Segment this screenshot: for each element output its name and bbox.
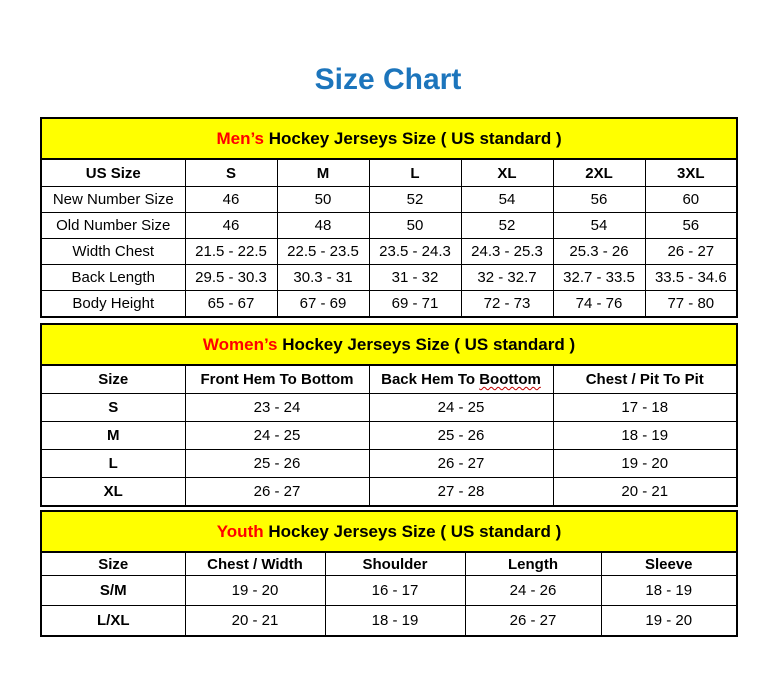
size-cell: 56 [553,187,645,213]
column-header: XL [461,159,553,187]
table-row [41,291,737,318]
size-cell: 52 [369,187,461,213]
size-cell: 20 - 21 [553,478,737,507]
womens-heading-row [41,324,737,365]
table-row [41,394,737,422]
size-cell: 30.3 - 31 [277,265,369,291]
size-cell: 48 [277,213,369,239]
size-cell: 19 - 20 [185,576,325,606]
size-cell: 18 - 19 [553,422,737,450]
womens-size-table [40,323,738,507]
size-cell: 77 - 80 [645,291,737,318]
size-cell: 69 - 71 [369,291,461,318]
size-cell: 19 - 20 [553,450,737,478]
size-cell: 17 - 18 [553,394,737,422]
column-header: Length [465,552,601,576]
page-title: Size Chart [314,63,462,96]
size-cell: 23 - 24 [185,394,369,422]
table-row [41,422,737,450]
column-header: M [277,159,369,187]
mens-column-header-row [41,159,737,187]
column-header: Shoulder [325,552,465,576]
row-label: L [41,450,185,478]
size-cell: 26 - 27 [645,239,737,265]
misspelled-word-squiggle: Boottom [479,371,541,388]
mens-size-table [40,117,738,318]
tables-container [40,117,736,637]
row-label: Width Chest [41,239,185,265]
size-cell: 26 - 27 [465,606,601,637]
column-header: Size [41,552,185,576]
column-header: Chest / Width [185,552,325,576]
mens-heading-row [41,118,737,159]
table-row [41,478,737,507]
size-cell: 21.5 - 22.5 [185,239,277,265]
mens-heading-rest: Hockey Jerseys Size ( US standard ) [264,128,562,148]
size-cell: 32 - 32.7 [461,265,553,291]
size-cell: 52 [461,213,553,239]
size-cell: 18 - 19 [601,576,737,606]
row-label: M [41,422,185,450]
size-cell: 33.5 - 34.6 [645,265,737,291]
size-cell: 74 - 76 [553,291,645,318]
row-label: Back Length [41,265,185,291]
row-label: L/XL [41,606,185,637]
column-header [369,365,553,394]
size-cell: 50 [369,213,461,239]
mens-heading-highlight: Men’s [216,128,264,148]
column-header: US Size [41,159,185,187]
size-cell: 25 - 26 [369,422,553,450]
size-cell: 54 [553,213,645,239]
row-label: S [41,394,185,422]
size-cell: 32.7 - 33.5 [553,265,645,291]
youth-heading-highlight: Youth [216,521,264,541]
column-header: L [369,159,461,187]
size-cell: 27 - 28 [369,478,553,507]
row-label: XL [41,478,185,507]
row-label: New Number Size [41,187,185,213]
size-cell: 29.5 - 30.3 [185,265,277,291]
size-cell: 19 - 20 [601,606,737,637]
youth-column-header-row [41,552,737,576]
column-header: Size [41,365,185,394]
youth-heading [41,511,737,552]
table-row [41,239,737,265]
row-label: S/M [41,576,185,606]
size-cell: 46 [185,213,277,239]
youth-heading-rest: Hockey Jerseys Size ( US standard ) [263,521,562,541]
column-header: Sleeve [601,552,737,576]
size-cell: 46 [185,187,277,213]
size-cell: 24 - 25 [185,422,369,450]
table-row [41,187,737,213]
womens-heading-highlight: Women’s [202,334,278,354]
size-cell: 72 - 73 [461,291,553,318]
youth-size-table [40,510,738,637]
size-cell: 67 - 69 [277,291,369,318]
column-header: 2XL [553,159,645,187]
size-cell: 16 - 17 [325,576,465,606]
size-cell: 25.3 - 26 [553,239,645,265]
table-row [41,265,737,291]
size-cell: 25 - 26 [185,450,369,478]
size-cell: 26 - 27 [369,450,553,478]
size-cell: 18 - 19 [325,606,465,637]
size-cell: 60 [645,187,737,213]
table-row [41,450,737,478]
column-header: 3XL [645,159,737,187]
row-label: Body Height [41,291,185,318]
youth-heading-row [41,511,737,552]
size-cell: 24 - 25 [369,394,553,422]
size-cell: 54 [461,187,553,213]
size-cell: 20 - 21 [185,606,325,637]
womens-heading [41,324,737,365]
womens-heading-rest: Hockey Jerseys Size ( US standard ) [277,334,576,354]
table-row [41,213,737,239]
womens-column-header-row [41,365,737,394]
column-header: Chest / Pit To Pit [553,365,737,394]
size-cell: 31 - 32 [369,265,461,291]
size-cell: 65 - 67 [185,291,277,318]
size-cell: 24.3 - 25.3 [461,239,553,265]
size-cell: 26 - 27 [185,478,369,507]
mens-heading [41,118,737,159]
row-label: Old Number Size [41,213,185,239]
size-cell: 56 [645,213,737,239]
column-header-text: Back Hem To [381,371,480,388]
size-cell: 24 - 26 [465,576,601,606]
size-cell: 23.5 - 24.3 [369,239,461,265]
size-cell: 50 [277,187,369,213]
column-header: S [185,159,277,187]
size-cell: 22.5 - 23.5 [277,239,369,265]
table-row [41,576,737,606]
column-header: Front Hem To Bottom [185,365,369,394]
table-row [41,606,737,637]
